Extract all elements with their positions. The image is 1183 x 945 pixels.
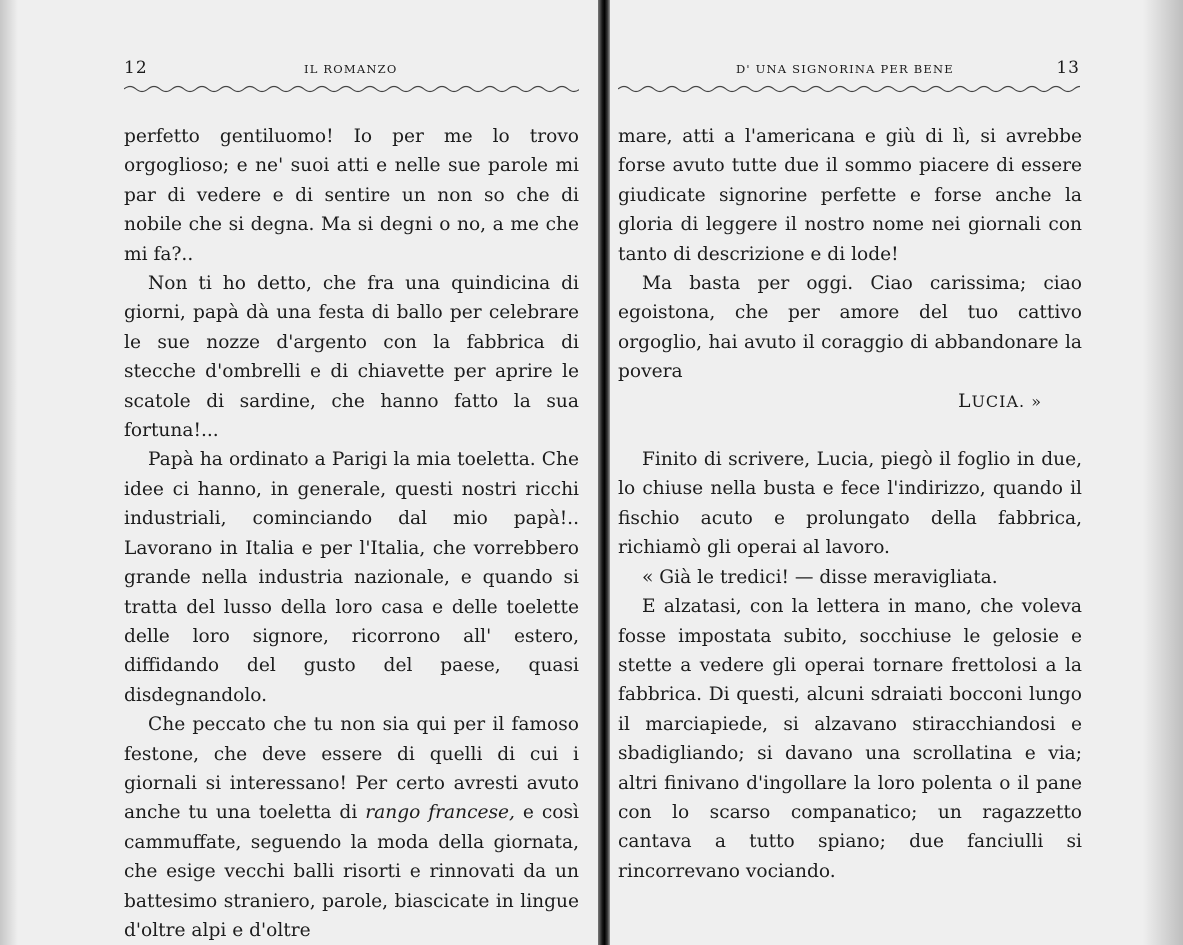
signature-name: UCIA. xyxy=(971,391,1026,411)
paragraph: Ma basta per oggi. Ciao carissima; ciao egoistona, che per amore del tuo cattivo orgoglio, hai avuto il coraggio di abbandonare la povera xyxy=(618,273,1082,383)
running-head-left xyxy=(124,58,579,82)
paragraph: Non ti ho detto, che fra una quindicina di giorni, papà dà una festa di ballo per celebrare le sue nozze d'argento con la fabbrica di stecche d'ombrelli e di chiavette per aprire le scatole di sardine, che hanno fatto la sua fortuna!... xyxy=(124,273,579,442)
running-head-right xyxy=(618,58,1080,82)
book-gutter xyxy=(598,0,610,945)
page-edge-shadow xyxy=(0,0,18,945)
paragraph xyxy=(124,710,579,945)
paragraph: Papà ha ordinato a Parigi la mia toeletta. Che idee ci hanno, in generale, questi nostri ricchi industriali, cominciando dal mio papà!.. Lavorano in Italia e per l'Italia, che vorrebbero grande nella industria nazionale, e quando si tratta del lusso della loro casa e delle toelette delle loro signore, ricorrono all' estero, diffidando del gusto del paese, quasi disdegnandolo. xyxy=(124,449,579,706)
paragraph: mare, atti a l'americana e giù di lì, si avrebbe forse avuto tutte due il sommo piacere di essere giudicate signorine perfette e forse anche la gloria di leggere il nostro nome nei giornali con tanto di descrizione e di lode! xyxy=(618,126,1082,265)
paragraph: Finito di scrivere, Lucia, piegò il foglio in due, lo chiuse nella busta e fece l'indirizzo, quando il fischio acuto e prolungato della fabbrica, richiamò gli operai al lavoro. xyxy=(618,449,1082,559)
right-page-body xyxy=(618,122,1082,886)
page-number-right: 13 xyxy=(1056,58,1080,78)
paragraph: « Già le tredici! — disse meravigliata. xyxy=(642,566,998,588)
letter-signature xyxy=(618,387,1082,416)
wavy-rule-right xyxy=(618,82,1080,96)
running-head-title-right: D' UNA SIGNORINA PER BENE xyxy=(736,62,954,76)
paragraph: perfetto gentiluomo! Io per me lo trovo orgoglioso; e ne' suoi atti e nelle sue parole mi par di vedere e di sentire un non so che di nobile che si degna. Ma si degni o no, a me che mi fa?.. xyxy=(124,126,579,265)
running-head-title-left: IL ROMANZO xyxy=(304,62,398,76)
paragraph: E alzatasi, con la lettera in mano, che voleva fosse impostata subito, socchiuse le gelosie e stette a vedere gli operai tornare frettolosi a la fabbrica. Di questi, alcuni sdraiati bocconi lungo il marciapiede, si alzavano stiracchiandosi e sbadigliando; si davano una scrollatina e via; altri finivano d'ingollare la loro polenta o il pane con lo scarso companatico; un ragazzetto cantava a tutto spiano; due fanciulli si rincorrevano vociando. xyxy=(618,596,1082,882)
page-number-left: 12 xyxy=(124,58,148,78)
right-page xyxy=(610,0,1183,945)
page-edge-shadow xyxy=(1143,0,1183,945)
italic-phrase: rango francese, xyxy=(365,802,515,824)
paragraph-text: Che peccato che tu non sia qui per il famoso festone, che deve essere di quelli di cui i giornali si interessano! Per certo avresti avuto anche tu una toeletta di xyxy=(124,714,579,824)
left-page-body xyxy=(124,122,579,945)
signature-initial: L xyxy=(958,390,972,412)
paragraph-text: e così cammuffate, seguendo la moda della giornata, che esige vecchi balli risorti e rinnovati da un battesimo straniero, parole, biascicate in lingue d'oltre alpi e d'oltre xyxy=(124,802,579,941)
closing-quote: » xyxy=(1025,391,1042,411)
wavy-rule-left xyxy=(124,82,579,96)
